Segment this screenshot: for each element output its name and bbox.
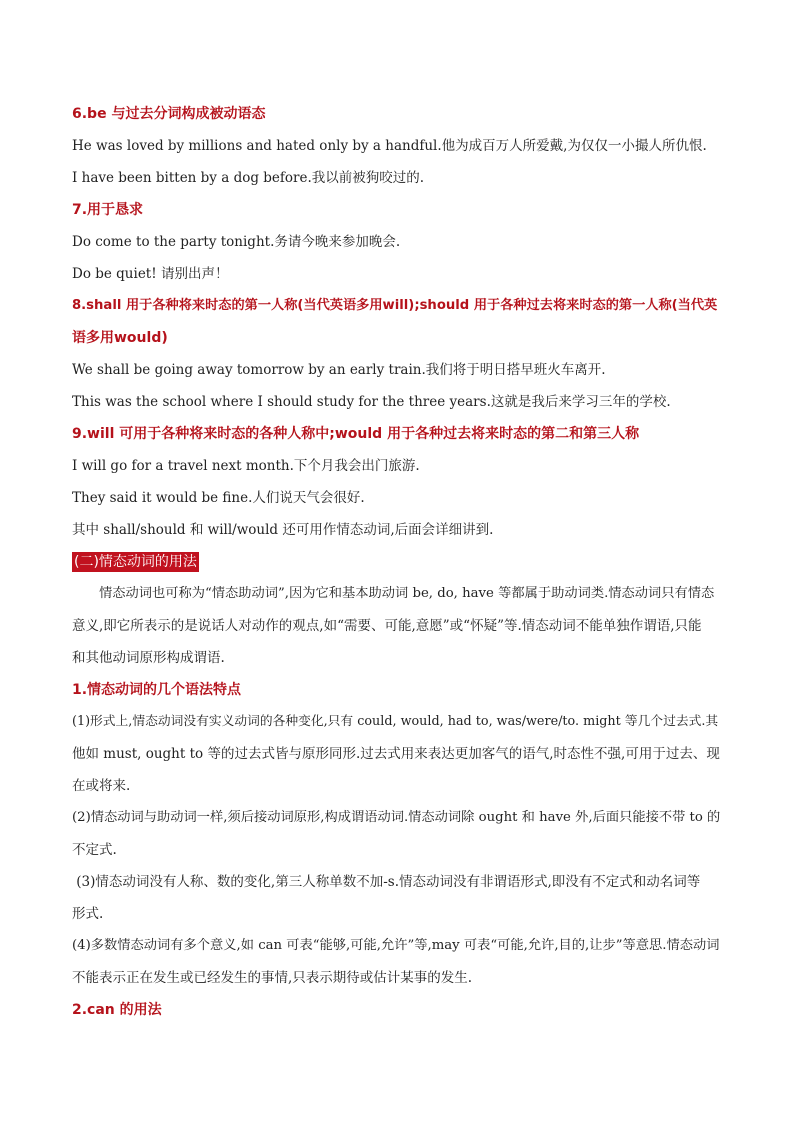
- paragraph-line: 在或将来.: [72, 778, 131, 794]
- document-content: [72, 98, 724, 1026]
- example-sentence: I will go for a travel next month.下个月我会出门旅游.: [72, 458, 420, 474]
- example-sentence: He was loved by millions and hated only by a handful.他为成百万人所爱戴,为仅仅一小撮人所仇恨.: [72, 138, 707, 154]
- paragraph-line: 形式.: [72, 906, 104, 922]
- feature-item-2: [72, 802, 724, 866]
- paragraph-line: 和其他动词原形构成谓语.: [72, 650, 225, 666]
- feature-item-1: [72, 706, 724, 802]
- part-title-row: [72, 546, 724, 578]
- paragraph-line: 情态动词也可称为“情态助动词”,因为它和基本助动词 be, do, have 等都属于助动词类.情态动词只有情态: [99, 586, 715, 601]
- note-text: 其中 shall/should 和 will/would 还可用作情态动词,后面会详细讲到.: [72, 522, 494, 538]
- paragraph-line: (3)情态动词没有人称、数的变化,第三人称单数不加-s.情态动词没有非谓语形式,即没有不定式和动名词等: [72, 874, 701, 890]
- paragraph-line: 不定式.: [72, 842, 117, 858]
- paragraph-line: 他如 must, ought to 等的过去式皆与原形同形.过去式用来表达更加客气的语气,时态性不强,可用于过去、现: [72, 746, 720, 762]
- section-heading-9: 9.will 可用于各种将来时态的各种人称中;would 用于各种过去将来时态的第二和第三人称: [72, 426, 640, 442]
- example-sentence: This was the school where I should study for the three years.这就是我后来学习三年的学校.: [72, 394, 671, 410]
- intro-paragraph: [72, 578, 724, 674]
- paragraph-line: (1)形式上,情态动词没有实义动词的各种变化,只有 could, would, had to, was/were/to. might 等几个过去式.其: [72, 714, 719, 729]
- paragraph-line: 意义,即它所表示的是说话人对动作的观点,如“需要、可能,意愿”或“怀疑”等.情态动词不能单独作谓语,只能: [72, 618, 702, 634]
- section-heading-features: 1.情态动词的几个语法特点: [72, 682, 242, 698]
- section-heading-8-line1: 8.shall 用于各种将来时态的第一人称(当代英语多用will);should 用于各种过去将来时态的第一人称(当代英: [72, 298, 718, 313]
- section-heading-8-line2: 语多用would): [72, 330, 168, 346]
- example-sentence: We shall be going away tomorrow by an early train.我们将于明日搭早班火车离开.: [72, 362, 606, 378]
- example-sentence: Do be quiet! 请别出声！: [72, 266, 229, 282]
- example-sentence: I have been bitten by a dog before.我以前被狗咬过的.: [72, 170, 425, 186]
- section-heading-6: 6.be 与过去分词构成被动语态: [72, 106, 266, 122]
- paragraph-line: (4)多数情态动词有多个意义,如 can 可表“能够,可能,允许”等,may 可表“可能,允许,目的,让步”等意思.情态动词: [72, 938, 720, 953]
- example-sentence: They said it would be fine.人们说天气会很好.: [72, 490, 365, 506]
- section-heading-7: 7.用于恳求: [72, 202, 144, 218]
- paragraph-line: 不能表示正在发生或已经发生的事情,只表示期待或估计某事的发生.: [72, 970, 473, 986]
- section-heading-can: 2.can 的用法: [72, 1002, 162, 1018]
- part-title-box: (二)情态动词的用法: [74, 554, 197, 570]
- feature-item-4: [72, 930, 724, 994]
- example-sentence: Do come to the party tonight.务请今晚来参加晚会.: [72, 234, 401, 250]
- feature-item-3: [72, 866, 724, 930]
- paragraph-line: (2)情态动词与助动词一样,须后接动词原形,构成谓语动词.情态动词除 ought 和 have 外,后面只能接不带 to 的: [72, 810, 721, 825]
